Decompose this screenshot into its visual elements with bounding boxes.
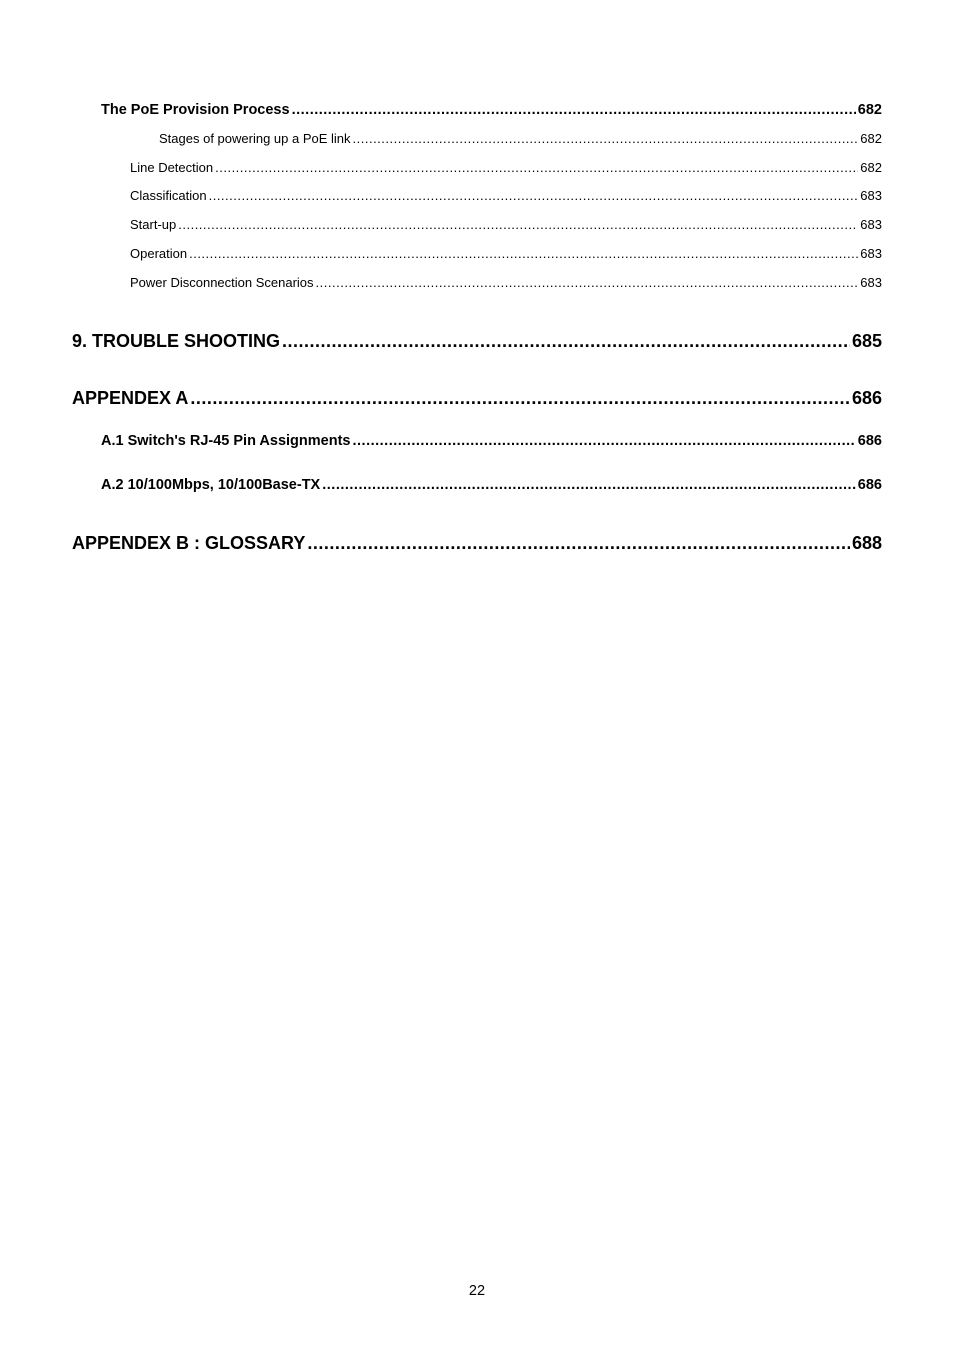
toc-entry-title: A.2 10/100Mbps, 10/100Base-TX xyxy=(101,477,321,493)
toc-dot-leader xyxy=(292,102,856,119)
toc-entry-page: 683 xyxy=(860,276,882,290)
toc-entry-page: 683 xyxy=(860,218,882,232)
toc-entry-operation[interactable] xyxy=(130,247,882,262)
toc-entry-title: Line Detection xyxy=(130,161,214,175)
toc-entry-rj45-pin-assignments[interactable] xyxy=(101,433,882,450)
toc-entry-start-up[interactable] xyxy=(130,218,882,233)
toc-entry-page: 686 xyxy=(857,433,882,449)
toc-dot-leader xyxy=(215,161,858,176)
toc-entry-power-disconnection[interactable] xyxy=(130,276,882,291)
toc-entry-page: 682 xyxy=(860,132,882,146)
toc-entry-page: 686 xyxy=(857,477,882,493)
toc-entry-title: Operation xyxy=(130,247,188,261)
toc-entry-page: 683 xyxy=(860,247,882,261)
toc-entry-title: APPENDEX B : GLOSSARY xyxy=(72,533,306,553)
toc-entry-classification[interactable] xyxy=(130,189,882,204)
page-number: 22 xyxy=(468,1283,486,1299)
toc-dot-leader xyxy=(353,132,859,147)
toc-entry-title: 9. TROUBLE SHOOTING xyxy=(72,331,281,351)
toc-entry-page: 682 xyxy=(857,102,882,118)
toc-entry-title: Power Disconnection Scenarios xyxy=(130,276,314,290)
toc-entry-title: The PoE Provision Process xyxy=(101,102,290,118)
toc-dot-leader xyxy=(178,218,858,233)
toc-entry-title: Start-up xyxy=(130,218,177,232)
toc-entry-poe-provision-process[interactable] xyxy=(101,102,882,119)
toc-dot-leader xyxy=(307,533,850,554)
toc-entry-page: 685 xyxy=(851,331,882,351)
toc-entry-line-detection[interactable] xyxy=(130,161,882,176)
toc-dot-leader xyxy=(190,388,850,409)
toc-dot-leader xyxy=(189,247,858,262)
toc-dot-leader xyxy=(209,189,859,204)
toc-entry-page: 686 xyxy=(851,388,882,408)
toc-entry-title: APPENDEX A xyxy=(72,388,189,408)
toc-entry-appendex-b-glossary[interactable] xyxy=(72,533,882,554)
toc-entry-trouble-shooting[interactable] xyxy=(72,331,882,352)
toc-entry-100base-tx[interactable] xyxy=(101,477,882,494)
toc-dot-leader xyxy=(322,477,856,494)
toc-entry-stages-of-powering[interactable] xyxy=(159,132,882,147)
toc-dot-leader xyxy=(352,433,855,450)
toc-dot-leader xyxy=(316,276,859,291)
toc-entry-page: 682 xyxy=(860,161,882,175)
toc-dot-leader xyxy=(282,331,850,352)
toc-entry-title: Classification xyxy=(130,189,207,203)
toc-entry-title: A.1 Switch's RJ-45 Pin Assignments xyxy=(101,433,351,449)
toc-entry-page: 688 xyxy=(851,533,882,553)
toc-entry-appendex-a[interactable] xyxy=(72,388,882,409)
toc-entry-page: 683 xyxy=(860,189,882,203)
toc-entry-title: Stages of powering up a PoE link xyxy=(159,132,351,146)
